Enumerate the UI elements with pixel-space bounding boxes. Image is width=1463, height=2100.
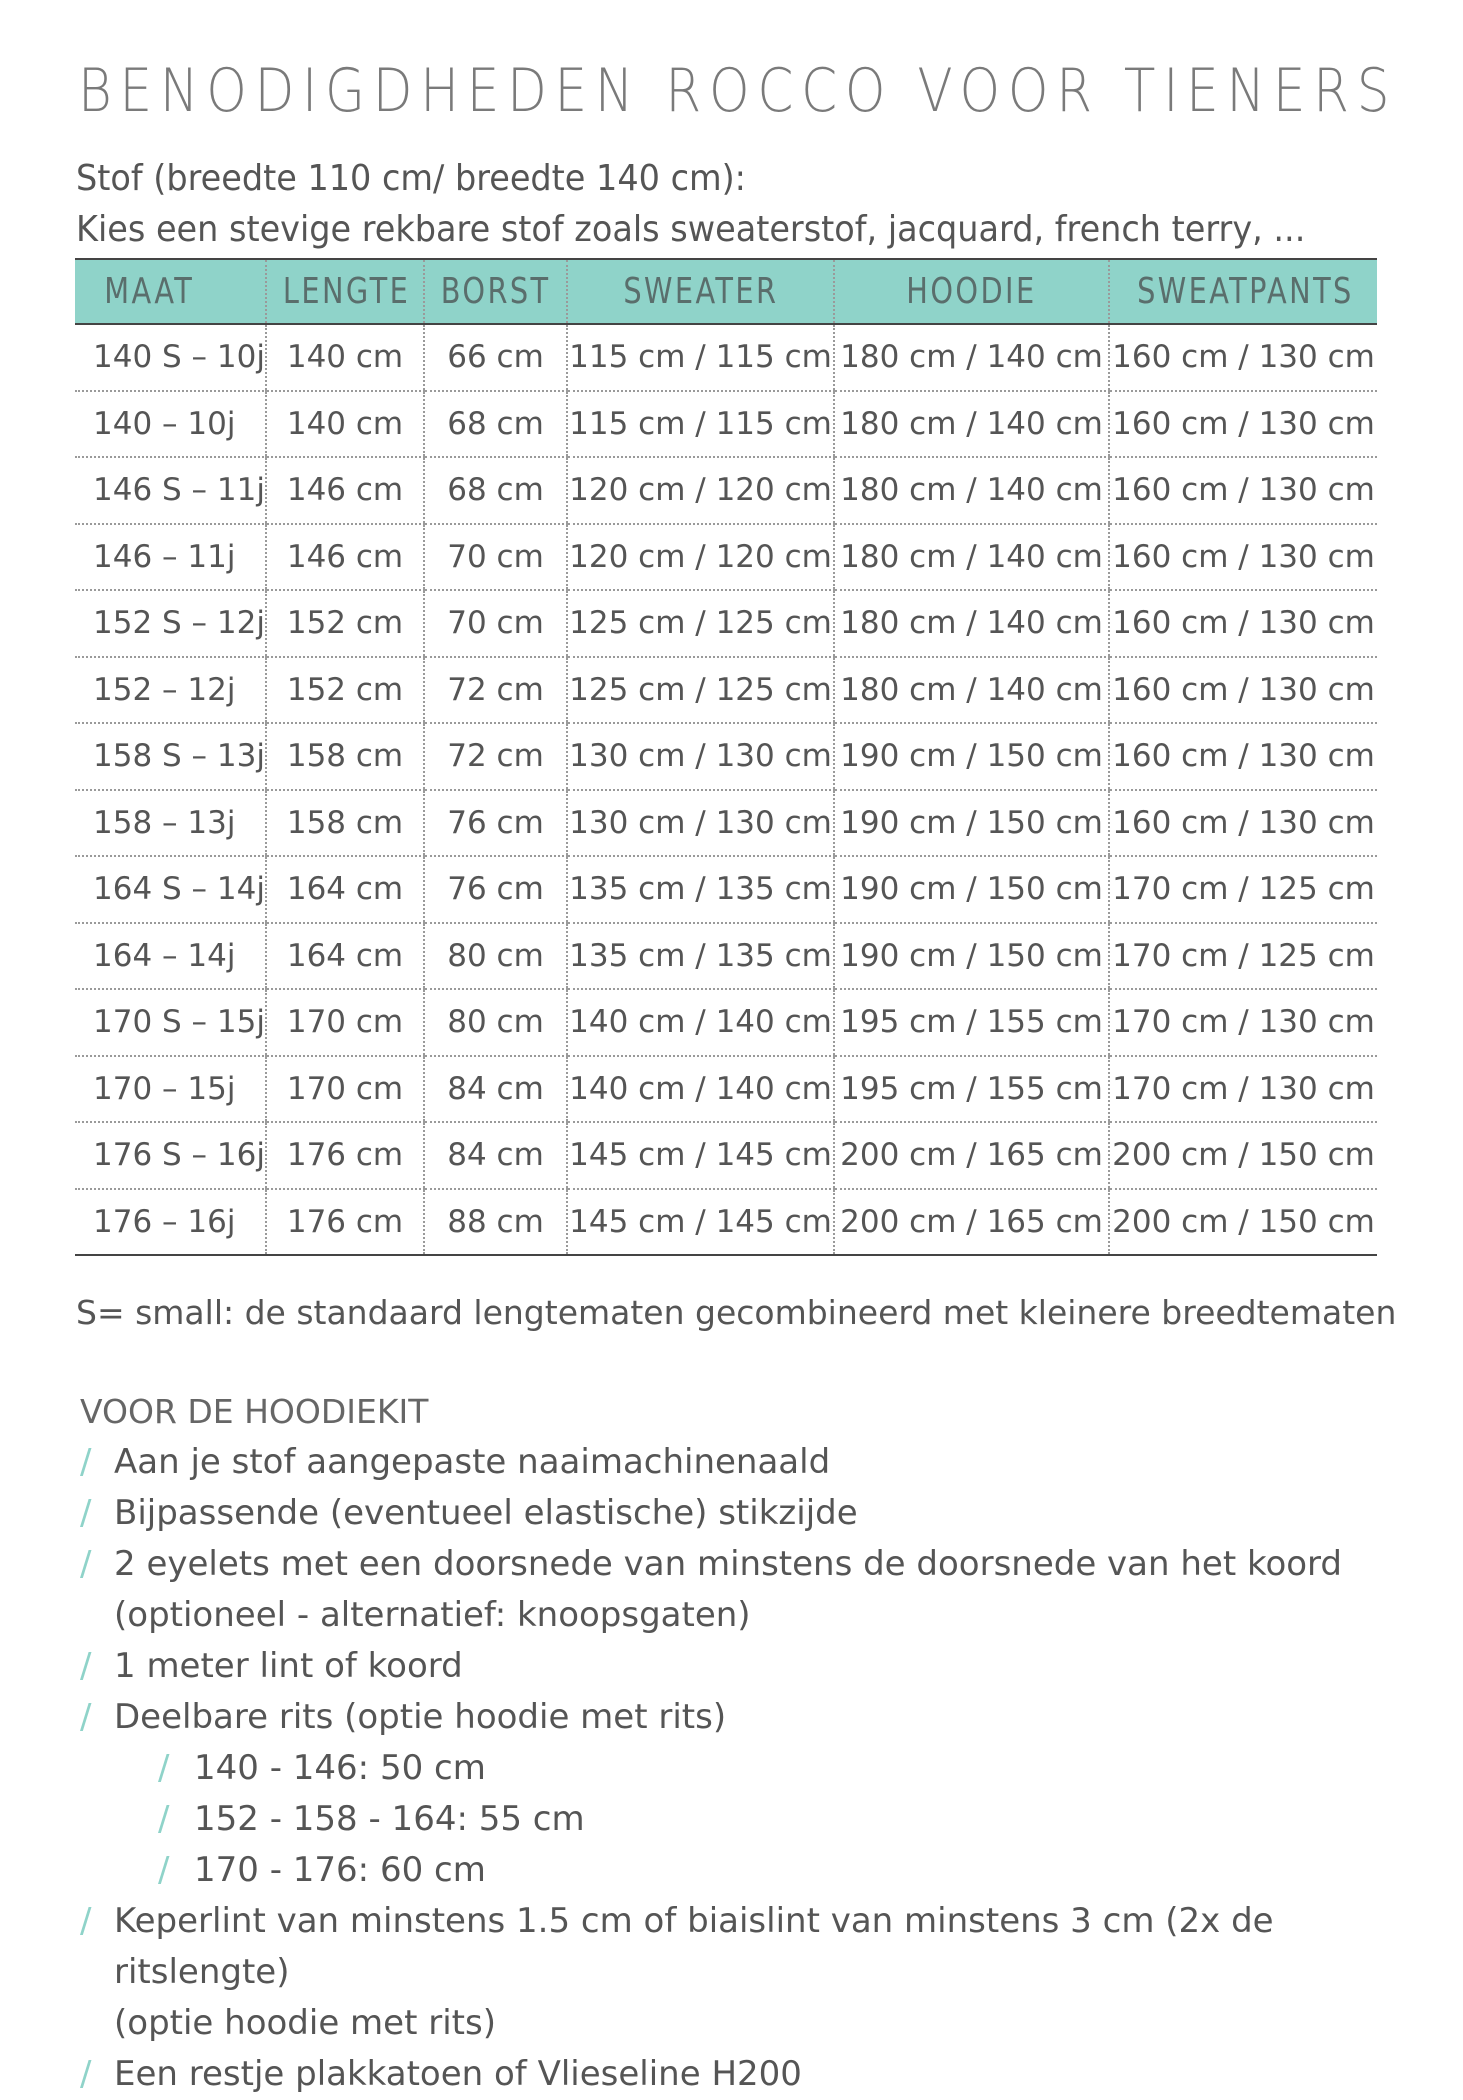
column-header-label: LENGTE <box>282 271 411 312</box>
table-cell-lengte: 152 cm <box>266 657 424 724</box>
table-row <box>75 457 1377 524</box>
table-row <box>75 989 1377 1056</box>
table-cell-maat: 176 – 16j <box>93 1203 236 1240</box>
slash-bullet-icon: / <box>80 1697 92 1737</box>
list-subitem-text: 170 - 176: 60 cm <box>194 1850 486 1890</box>
list-item <box>80 1641 1400 1692</box>
table-cell-borst: 72 cm <box>424 723 567 790</box>
table-cell-hoodie: 190 cm / 150 cm <box>834 856 1109 923</box>
table-cell-lengte: 158 cm <box>266 723 424 790</box>
table-cell-sweater: 120 cm / 120 cm <box>567 524 834 591</box>
table-cell-sweater: 140 cm / 140 cm <box>567 1056 834 1123</box>
table-row <box>75 1189 1377 1256</box>
table-cell-sweatpants: 170 cm / 125 cm <box>1109 856 1377 923</box>
table-body <box>75 324 1377 1255</box>
list-item <box>80 1692 1400 1743</box>
table-cell-hoodie: 180 cm / 140 cm <box>834 391 1109 458</box>
table-row <box>75 324 1377 391</box>
table-cell-sweater: 135 cm / 135 cm <box>567 856 834 923</box>
table-cell-maat: 146 S – 11j <box>75 457 266 524</box>
table-cell-borst: 72 cm <box>424 657 567 724</box>
list-subitem <box>80 1845 1400 1896</box>
table-cell-sweatpants: 160 cm / 130 cm <box>1109 590 1377 657</box>
list-item-text: Aan je stof aangepaste naaimachinenaald <box>114 1442 831 1482</box>
fabric-intro <box>76 153 1305 255</box>
table-header-row <box>75 259 1377 324</box>
list-subitem-text: 140 - 146: 50 cm <box>194 1748 486 1788</box>
slash-bullet-icon: / <box>80 1442 92 1482</box>
table-cell-hoodie: 195 cm / 155 cm <box>834 989 1109 1056</box>
table-cell-sweater: 115 cm / 115 cm <box>567 391 834 458</box>
table-cell-sweatpants: 170 cm / 125 cm <box>1109 923 1377 990</box>
table-cell-borst: 76 cm <box>424 856 567 923</box>
column-header-label: MAAT <box>104 271 195 312</box>
table-cell-hoodie: 200 cm / 165 cm <box>834 1122 1109 1189</box>
table-cell-sweater: 125 cm / 125 cm <box>567 590 834 657</box>
table-cell-hoodie: 195 cm / 155 cm <box>834 1056 1109 1123</box>
table-cell-lengte: 146 cm <box>266 524 424 591</box>
table-cell-sweater: 125 cm / 125 cm <box>567 657 834 724</box>
list-item-text: Bijpassende (eventueel elastische) stikzijde <box>114 1493 858 1533</box>
list-item <box>80 2049 1400 2100</box>
hoodie-kit-list <box>80 1437 1400 2100</box>
table-cell-borst: 70 cm <box>424 524 567 591</box>
table-cell-lengte: 140 cm <box>266 324 424 391</box>
list-item <box>80 1896 1400 1998</box>
table-cell-borst: 66 cm <box>424 324 567 391</box>
table-cell-borst: 88 cm <box>424 1189 567 1256</box>
table-cell-maat: 158 – 13j <box>75 790 266 857</box>
table-cell-sweater: 130 cm / 130 cm <box>567 790 834 857</box>
table-cell-hoodie: 190 cm / 150 cm <box>834 723 1109 790</box>
list-item-text: 1 meter lint of koord <box>114 1646 463 1686</box>
table-cell-lengte: 170 cm <box>266 989 424 1056</box>
table-cell-hoodie: 180 cm / 140 cm <box>834 324 1109 391</box>
table-cell-sweatpants: 160 cm / 130 cm <box>1109 790 1377 857</box>
column-header-borst <box>424 259 567 324</box>
column-header-lengte <box>266 259 424 324</box>
hoodie-kit <box>80 1386 1400 2100</box>
column-header-maat <box>75 259 266 324</box>
table-cell-maat: 170 – 15j <box>75 1056 266 1123</box>
table-cell-hoodie: 180 cm / 140 cm <box>834 457 1109 524</box>
table-cell-sweatpants: 200 cm / 150 cm <box>1109 1122 1377 1189</box>
table-row <box>75 1122 1377 1189</box>
table-cell-sweater: 130 cm / 130 cm <box>567 723 834 790</box>
table-row <box>75 391 1377 458</box>
table-cell-lengte: 176 cm <box>266 1189 424 1256</box>
table-cell-sweater: 135 cm / 135 cm <box>567 923 834 990</box>
table-cell-sweatpants: 160 cm / 130 cm <box>1109 524 1377 591</box>
table-cell-maat: 164 S – 14j <box>75 856 266 923</box>
table-cell-borst: 68 cm <box>424 457 567 524</box>
table-cell-sweatpants: 160 cm / 130 cm <box>1109 723 1377 790</box>
list-subitem <box>80 1743 1400 1794</box>
fabric-width-line: Stof (breedte 110 cm/ breedte 140 cm): <box>76 158 746 199</box>
table-cell-maat: 164 – 14j <box>75 923 266 990</box>
table-row <box>75 590 1377 657</box>
table-cell-sweater: 115 cm / 115 cm <box>567 324 834 391</box>
table-cell-lengte: 176 cm <box>266 1122 424 1189</box>
list-item-text: Een restje plakkatoen of Vlieseline H200 <box>114 2054 802 2094</box>
table-cell-lengte: 152 cm <box>266 590 424 657</box>
list-subitem <box>80 1794 1400 1845</box>
list-item-text: Deelbare rits (optie hoodie met rits) <box>114 1697 727 1737</box>
list-item-text: Keperlint van minstens 1.5 cm of biaislint van minstens 3 cm (2x de ritslengte) <box>114 1901 1274 1992</box>
table-cell-maat: 146 – 11j <box>75 524 266 591</box>
table-cell-sweatpants: 200 cm / 150 cm <box>1109 1189 1377 1256</box>
table-cell-lengte: 140 cm <box>266 391 424 458</box>
column-header-hoodie <box>834 259 1109 324</box>
size-note: S= small: de standaard lengtematen gecombineerd met kleinere breedtematen <box>76 1293 1397 1332</box>
slash-bullet-icon: / <box>80 1493 92 1533</box>
table-cell-sweater: 145 cm / 145 cm <box>567 1122 834 1189</box>
table-row <box>75 657 1377 724</box>
table-row <box>75 856 1377 923</box>
table-cell-hoodie: 180 cm / 140 cm <box>834 590 1109 657</box>
slash-bullet-icon: / <box>80 1901 92 1941</box>
table-cell-maat: 140 – 10j <box>75 391 266 458</box>
table-cell-hoodie: 200 cm / 165 cm <box>834 1189 1109 1256</box>
list-item <box>80 1539 1400 1590</box>
list-subitem-text: 152 - 158 - 164: 55 cm <box>194 1799 585 1839</box>
slash-bullet-icon: / <box>80 1544 92 1584</box>
slash-bullet-icon: / <box>80 1646 92 1686</box>
table-row <box>75 723 1377 790</box>
slash-bullet-icon: / <box>158 1799 170 1839</box>
table-cell-borst: 80 cm <box>424 923 567 990</box>
column-header-label: BORST <box>440 271 551 312</box>
table-cell-borst: 76 cm <box>424 790 567 857</box>
table-cell-borst: 70 cm <box>424 590 567 657</box>
table-row <box>75 790 1377 857</box>
list-item-continuation: (optie hoodie met rits) <box>114 2003 496 2043</box>
table-cell-sweatpants: 170 cm / 130 cm <box>1109 1056 1377 1123</box>
list-item-continuation: (optioneel - alternatief: knoopsgaten) <box>114 1595 751 1635</box>
column-header-label: HOODIE <box>906 271 1037 312</box>
list-item-text: 2 eyelets met een doorsnede van minstens de doorsnede van het koord <box>114 1544 1343 1584</box>
table-cell-sweatpants: 170 cm / 130 cm <box>1109 989 1377 1056</box>
table-cell-lengte: 170 cm <box>266 1056 424 1123</box>
table-cell-sweater: 120 cm / 120 cm <box>567 457 834 524</box>
table-cell-sweatpants: 160 cm / 130 cm <box>1109 657 1377 724</box>
slash-bullet-icon: / <box>80 2054 92 2094</box>
column-header-label: SWEATPANTS <box>1137 271 1354 312</box>
slash-bullet-icon: / <box>158 1850 170 1890</box>
table-cell-borst: 84 cm <box>424 1056 567 1123</box>
table-cell-lengte: 164 cm <box>266 923 424 990</box>
slash-bullet-icon: / <box>158 1748 170 1788</box>
table-cell-lengte: 146 cm <box>266 457 424 524</box>
table-cell-hoodie: 180 cm / 140 cm <box>834 657 1109 724</box>
hoodie-kit-heading: VOOR DE HOODIEKIT <box>80 1392 429 1431</box>
fabric-advice-line: Kies een stevige rekbare stof zoals sweaterstof, jacquard, french terry, ... <box>76 209 1306 250</box>
table-cell-maat: 140 S – 10j <box>75 324 266 391</box>
table-cell-sweatpants: 160 cm / 130 cm <box>1109 457 1377 524</box>
table-cell-hoodie: 190 cm / 150 cm <box>834 923 1109 990</box>
table-row <box>75 923 1377 990</box>
table-cell-lengte: 158 cm <box>266 790 424 857</box>
table-cell-sweater: 145 cm / 145 cm <box>567 1189 834 1256</box>
table-cell-sweater: 140 cm / 140 cm <box>567 989 834 1056</box>
table-cell-maat: 170 S – 15j <box>75 989 266 1056</box>
column-header-sweatpants <box>1109 259 1377 324</box>
table-cell-maat: 176 S – 16j <box>75 1122 266 1189</box>
table-cell-borst: 84 cm <box>424 1122 567 1189</box>
table-cell-maat: 152 S – 12j <box>75 590 266 657</box>
column-header-sweater <box>567 259 834 324</box>
table-row <box>75 1056 1377 1123</box>
page-title: BENODIGDHEDEN ROCCO VOOR TIENERS <box>78 56 1398 126</box>
table-cell-maat: 152 – 12j <box>75 657 266 724</box>
table-row <box>75 524 1377 591</box>
list-item <box>80 1437 1400 1488</box>
column-header-label: SWEATER <box>622 271 779 312</box>
size-table <box>75 258 1377 1256</box>
table-cell-maat: 158 S – 13j <box>75 723 266 790</box>
table-cell-hoodie: 180 cm / 140 cm <box>834 524 1109 591</box>
table-cell-sweatpants: 160 cm / 130 cm <box>1109 324 1377 391</box>
table-cell-lengte: 164 cm <box>266 856 424 923</box>
table-cell-hoodie: 190 cm / 150 cm <box>834 790 1109 857</box>
table-cell-borst: 68 cm <box>424 391 567 458</box>
list-item <box>80 1488 1400 1539</box>
table-cell-sweatpants: 160 cm / 130 cm <box>1109 391 1377 458</box>
table-cell-borst: 80 cm <box>424 989 567 1056</box>
